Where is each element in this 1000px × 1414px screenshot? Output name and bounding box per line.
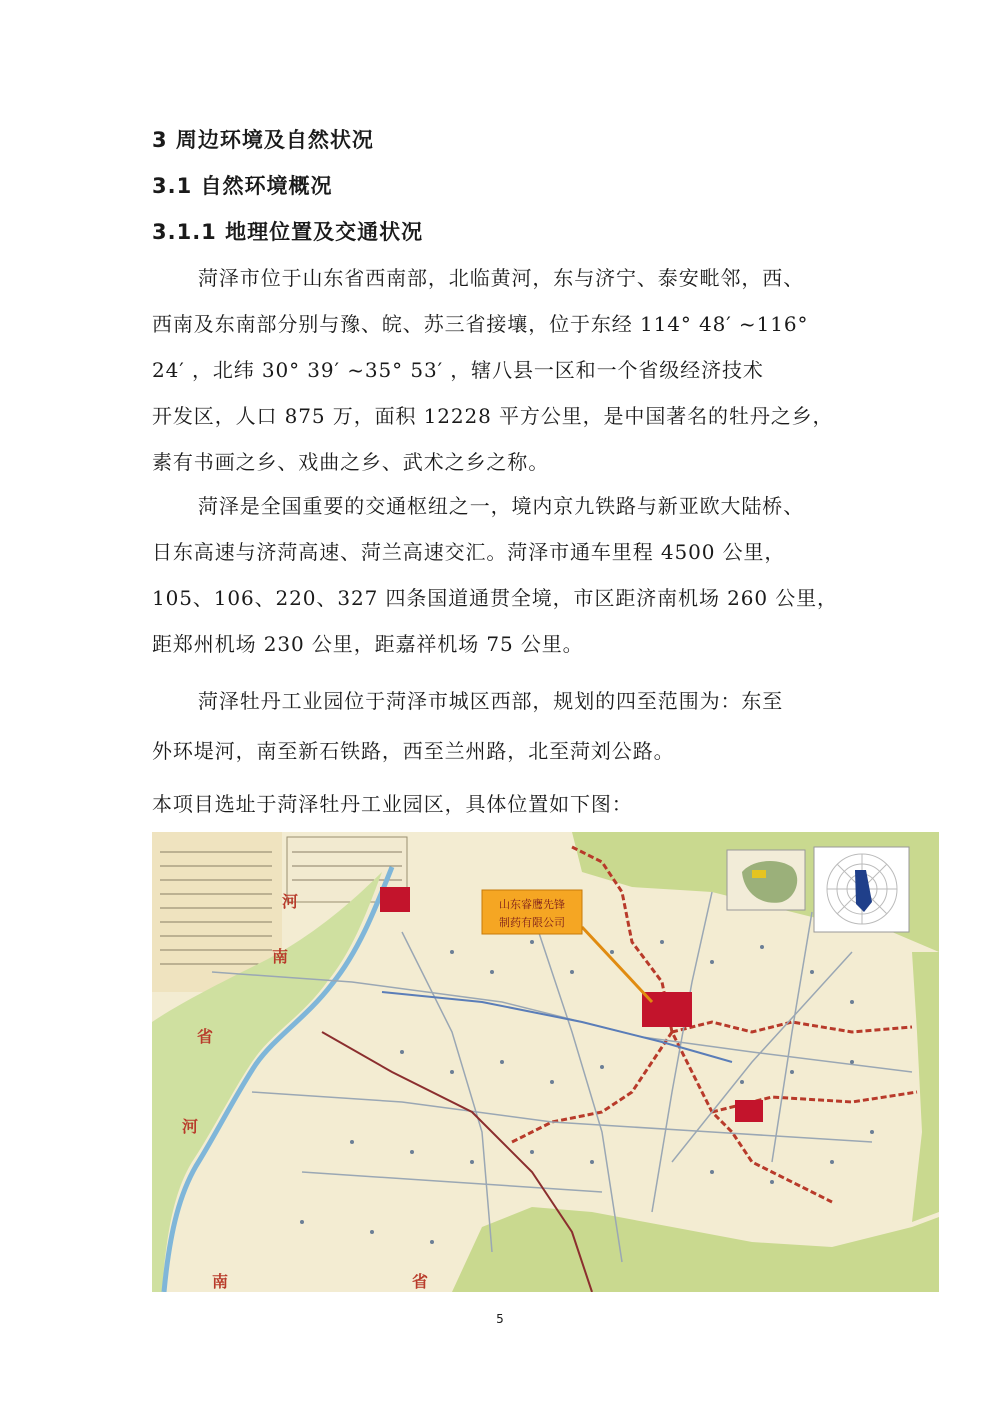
map-callout-line2: 制药有限公司 <box>499 916 565 929</box>
paragraph-1-line: 开发区，人口 875 万，面积 12228 平方公里，是中国著名的牡丹之乡， <box>152 404 834 428</box>
map-inset-highlight <box>752 870 766 878</box>
paragraph-3-line: 外环堤河，南至新石铁路，西至兰州路，北至菏刘公路。 <box>152 739 675 763</box>
paragraph-4: 本项目选址于菏泽牡丹工业园区，具体位置如下图： <box>152 792 633 816</box>
paragraph-1-line: 24′ ，北纬 30° 39′ ~35° 53′ ，辖八县一区和一个省级经济技术 <box>152 358 764 382</box>
map-svg <box>152 832 939 1292</box>
paragraph-1-line: 菏泽市位于山东省西南部，北临黄河，东与济宁、泰安毗邻，西、 <box>198 266 805 290</box>
heading-section-3-1-1: 3.1.1 地理位置及交通状况 <box>152 220 424 244</box>
heading-section-3-1: 3.1 自然环境概况 <box>152 174 333 198</box>
map-province-char: 河 <box>182 1117 199 1136</box>
map-province-char: 河 <box>282 892 299 911</box>
paragraph-2-line: 日东高速与济菏高速、菏兰高速交汇。菏泽市通车里程 4500 公里， <box>152 540 786 564</box>
map-province-char: 南 <box>272 947 289 966</box>
heading-section-3: 3 周边环境及自然状况 <box>152 128 374 152</box>
paragraph-2-line: 菏泽是全国重要的交通枢纽之一，境内京九铁路与新亚欧大陆桥、 <box>198 494 805 518</box>
map-city-south <box>735 1100 763 1122</box>
paragraph-2-line: 105、106、220、327 四条国道通贯全境，市区距济南机场 260 公里， <box>152 586 838 610</box>
paragraph-2-line: 距郑州机场 230 公里，距嘉祥机场 75 公里。 <box>152 632 584 656</box>
map-province-char: 南 <box>212 1272 229 1291</box>
paragraph-1-line: 西南及东南部分别与豫、皖、苏三省接壤，位于东经 114° 48′ ~116° <box>152 312 809 336</box>
map-city-dongming <box>380 887 410 912</box>
location-map <box>152 832 939 1292</box>
map-callout-line1: 山东睿鹰先锋 <box>499 898 565 911</box>
page-number: 5 <box>496 1312 504 1326</box>
map-province-char: 省 <box>197 1027 214 1046</box>
paragraph-1-line: 素有书画之乡、戏曲之乡、武术之乡之称。 <box>152 450 550 474</box>
map-province-char: 省 <box>412 1272 429 1291</box>
paragraph-3-line: 菏泽牡丹工业园位于菏泽市城区西部，规划的四至范围为：东至 <box>198 689 784 713</box>
